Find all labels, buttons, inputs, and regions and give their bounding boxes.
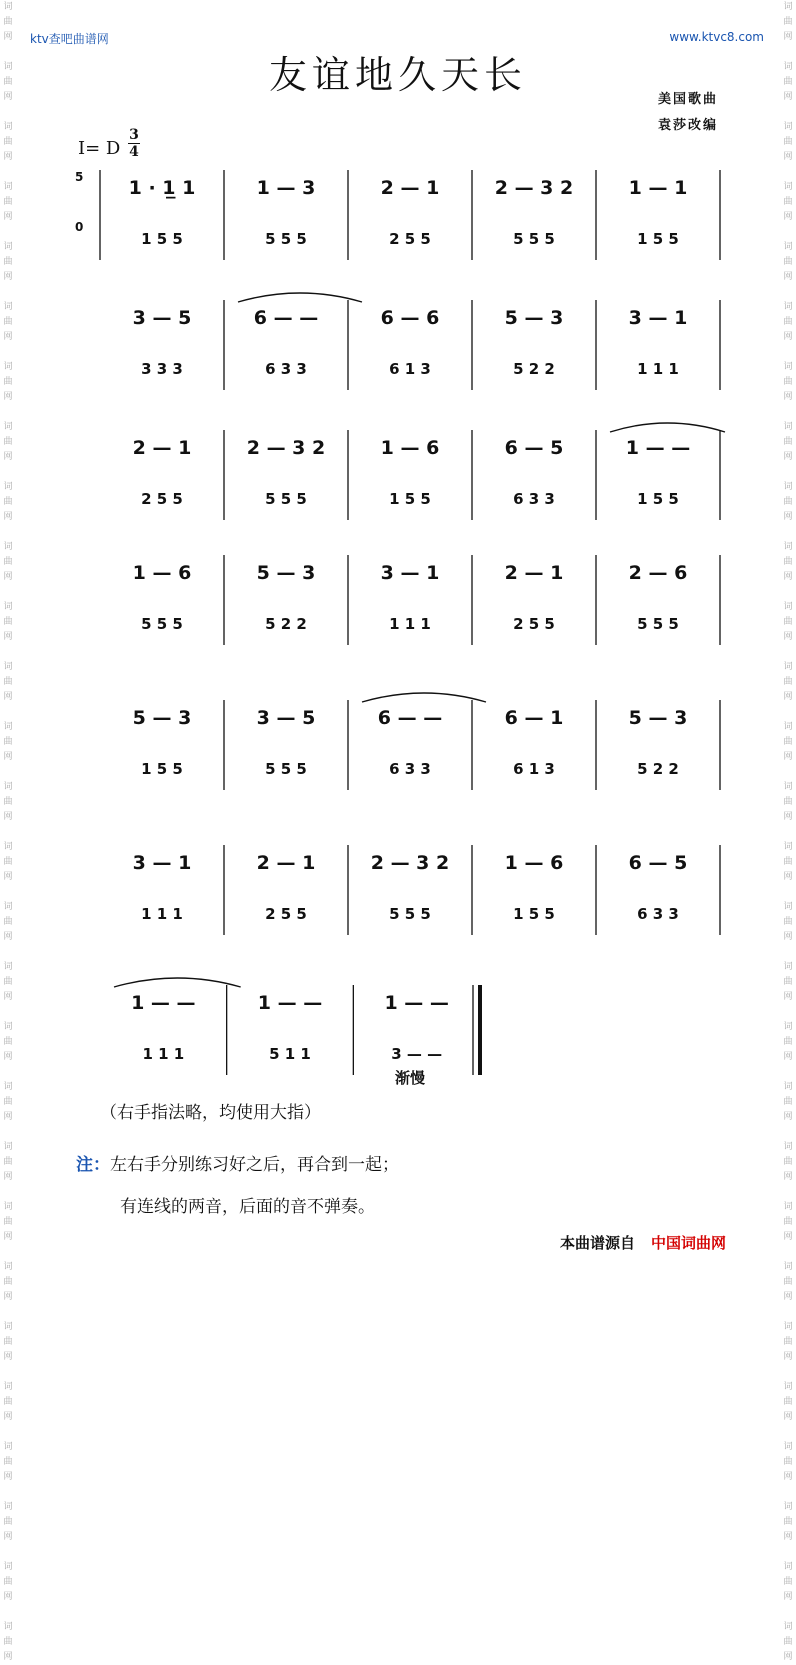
tie-arc: [114, 978, 241, 987]
bass-measure: 2 5 5: [141, 490, 183, 508]
site-name-left[interactable]: ktv查吧曲谱网: [30, 32, 109, 46]
score-row-svg: [60, 690, 730, 800]
bass-measure: 5 5 5: [637, 615, 679, 633]
right-watermark-strip: 词 曲 网 词 曲 网 词 曲 网 词 曲 网 词 曲 网 词 曲 网 词 曲 网 词 曲 网 词 曲 网 词 曲 网 词 曲 网 词 曲 网 词 曲 网 词 曲 网 词 曲 网 词 曲 网 词 曲 网 词 曲 网 词 曲 网 词 曲 网 词 曲 网 词 曲 网 词 曲 网 词 曲 网 词 曲 网 词 曲 网 词 曲 网 词 曲 网: [783, 2, 793, 1662]
bass-measure: 6 1 3: [389, 360, 431, 378]
bass-measure: 5 5 5: [141, 615, 183, 633]
melody-measure: 2 — 3 2: [494, 177, 574, 199]
note-text: 左右手分别练习好之后，再合到一起；: [110, 1155, 399, 1175]
song-origin: 美国歌曲: [657, 92, 718, 107]
bass-measure: 2 5 5: [389, 230, 431, 248]
score-row-svg: [60, 290, 730, 400]
source-label: 本曲谱源自: [560, 1234, 636, 1252]
score-row-svg: [60, 420, 730, 530]
fingering-remark: （右手指法略，均使用大指）: [100, 1103, 321, 1123]
melody-measure: 1 — 6: [504, 852, 564, 874]
bass-measure: 1 1 1: [141, 905, 183, 923]
tie-arc: [362, 693, 486, 702]
melody-measure: 5 — 3: [628, 707, 688, 729]
score-row: [60, 420, 730, 530]
bass-measure: 6 3 3: [265, 360, 307, 378]
melody-measure: 5 — 3: [132, 707, 192, 729]
score-row: [60, 545, 730, 655]
score-row: [60, 160, 730, 270]
bass-measure: 6 1 3: [513, 760, 555, 778]
bass-measure: 2 5 5: [265, 905, 307, 923]
melody-measure: 6 — 1: [504, 707, 564, 729]
upper-staff-number: 5: [75, 170, 84, 184]
melody-measure: 2 — 3 2: [246, 437, 326, 459]
bass-measure: 1 1 1: [142, 1045, 185, 1063]
melody-measure: 2 — 1: [380, 177, 440, 199]
score-row: [60, 690, 730, 800]
melody-measure: 2 — 3 2: [370, 852, 450, 874]
tie-arc: [610, 423, 725, 432]
bass-measure: 5 2 2: [513, 360, 555, 378]
arranger-credit: 袁莎改编: [657, 118, 718, 133]
melody-measure: 6 — 6: [380, 307, 440, 329]
melody-measure: 3 — 5: [256, 707, 316, 729]
score-row-svg: [60, 835, 730, 945]
melody-measure: 1 — 3: [256, 177, 316, 199]
bass-measure: 5 5 5: [389, 905, 431, 923]
key-signature: I= D: [78, 138, 121, 159]
melody-measure: 1 — —: [131, 992, 196, 1014]
site-url-right[interactable]: www.ktvc8.com: [669, 30, 764, 44]
melody-measure: 6 — —: [253, 307, 319, 329]
source-footer: [560, 1232, 726, 1253]
melody-measure: 6 — 5: [504, 437, 564, 459]
bass-measure: 5 1 1: [269, 1045, 311, 1063]
bass-measure: 1 1 1: [389, 615, 431, 633]
bass-measure: 2 5 5: [513, 615, 555, 633]
melody-measure: 1 — 1: [628, 177, 688, 199]
bass-measure: 6 3 3: [389, 760, 431, 778]
melody-measure: 2 — 1: [504, 562, 564, 584]
score-row: [60, 975, 730, 1085]
melody-measure: 1 — —: [384, 992, 449, 1014]
melody-measure: 5 — 3: [256, 562, 316, 584]
bass-measure: 1 5 5: [141, 230, 183, 248]
score-row: [60, 290, 730, 400]
bass-measure: 5 5 5: [265, 490, 307, 508]
melody-measure: 1 — 6: [380, 437, 440, 459]
bass-measure: 5 2 2: [637, 760, 679, 778]
melody-measure: 6 — 5: [628, 852, 688, 874]
bass-measure: 1 5 5: [141, 760, 183, 778]
melody-measure: 1 — —: [257, 992, 323, 1014]
lower-staff-number: 0: [75, 220, 84, 234]
bass-measure: 3 3 3: [141, 360, 183, 378]
melody-measure: 3 — 1: [380, 562, 440, 584]
melody-measure: 2 — 6: [628, 562, 688, 584]
practice-note: [76, 1150, 399, 1175]
melody-measure: 1 — —: [625, 437, 691, 459]
bass-measure: 1 5 5: [389, 490, 431, 508]
bass-measure: 1 5 5: [637, 490, 679, 508]
bass-measure: 5 5 5: [265, 760, 307, 778]
bass-measure: 5 2 2: [265, 615, 307, 633]
melody-measure: 2 — 1: [256, 852, 316, 874]
bass-measure: 1 5 5: [637, 230, 679, 248]
melody-measure: 6 — —: [377, 707, 443, 729]
melody-measure: 2 — 1: [132, 437, 192, 459]
page-title: 友谊地久天长: [268, 53, 527, 97]
melody-measure: 3 — 1: [132, 852, 192, 874]
score-row: [60, 835, 730, 945]
bass-measure: 3 — —: [391, 1045, 443, 1063]
bass-measure: 6 3 3: [637, 905, 679, 923]
score-row-svg: [60, 545, 730, 655]
bass-measure: 6 3 3: [513, 490, 555, 508]
bass-measure: 5 5 5: [265, 230, 307, 248]
melody-measure: 1 · 1̲ 1: [128, 177, 196, 199]
melody-measure: 3 — 5: [132, 307, 192, 329]
practice-note-line2: 有连线的两音，后面的音不弹奏。: [120, 1197, 375, 1217]
source-site-link[interactable]: 中国词曲网: [651, 1234, 727, 1252]
tempo-marking: 渐慢: [395, 1069, 426, 1087]
bass-measure: 1 5 5: [513, 905, 555, 923]
bass-measure: 1 1 1: [637, 360, 679, 378]
melody-measure: 5 — 3: [504, 307, 564, 329]
left-watermark-strip: 词 曲 网 词 曲 网 词 曲 网 词 曲 网 词 曲 网 词 曲 网 词 曲 网 词 曲 网 词 曲 网 词 曲 网 词 曲 网 词 曲 网 词 曲 网 词 曲 网 词 曲 网 词 曲 网 词 曲 网 词 曲 网 词 曲 网 词 曲 网 词 曲 网 词 曲 网 词 曲 网 词 曲 网 词 曲 网 词 曲 网 词 曲 网 词 曲 网: [3, 2, 13, 1662]
score-row-svg: [60, 160, 730, 270]
melody-measure: 3 — 1: [628, 307, 688, 329]
bass-measure: 5 5 5: [513, 230, 555, 248]
tie-arc: [238, 293, 362, 302]
time-signature: 3 4: [129, 127, 139, 160]
melody-measure: 1 — 6: [132, 562, 192, 584]
note-label: 注：: [76, 1155, 110, 1175]
